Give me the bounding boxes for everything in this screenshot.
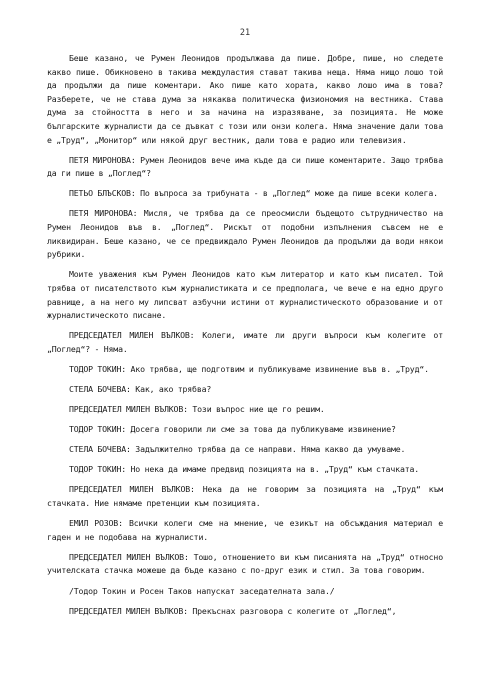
paragraph: ПРЕДСЕДАТЕЛ МИЛЕН ВЪЛКОВ: Колеги, имате ли други въпроси към колегите от „Поглед“? - Няма. — [47, 330, 443, 354]
paragraph: СТЕЛА БОЧЕВА: Задължително трябва да се направи. Няма какво да умуваме. — [69, 444, 406, 455]
paragraph: ТОДОР ТОКИН: Ако трябва, ще подготвим и публикуваме извинение във в. „Труд“. — [69, 363, 429, 374]
paragraph: /Тодор Токин и Росен Таков напускат заседателната зала./ — [69, 585, 335, 596]
paragraph: ПРЕДСЕДАТЕЛ МИЛЕН ВЪЛКОВ: Този въпрос ние ще го решим. — [69, 404, 325, 415]
paragraph: ПРЕДСЕДАТЕЛ МИЛЕН ВЪЛКОВ: Прекъснах разговора с колегите от „Поглед“, — [69, 605, 397, 616]
paragraph: ПЕТЯ МИРОНОВА: Румен Леонидов вече има къде да си пише коментарите. Защо трябва да ги пише в „Поглед“? — [47, 154, 443, 179]
paragraph: Моите уважения към Румен Леонидов като към литератор и като към писател. Той трябва от писателството към журналистиката и се предполага, че вече е на едно друго равнище, а на него му липсват азбучни истини от журналистическото образование и от журналистическото писане. — [47, 269, 443, 321]
paragraph: СТЕЛА БОЧЕВА: Как, ако трябва? — [69, 383, 212, 394]
paragraph: ПЕТЯ МИРОНОВА: Мисля, че трябва да се преосмисли бъдещото сътрудничество на Румен Леонидов във в. „Поглед“. Рискът от подобни изпълнения съвсем не е ликвидиран. Беше казано, че се предвиждало Румен Леонидов да продължи да води някои рубрики. — [47, 208, 443, 260]
paragraph: ПРЕДСЕДАТЕЛ МИЛЕН ВЪЛКОВ: Тошо, отношението ви към писанията на „Труд“ относно учителската стачка можеше да бъде казано с по-друг език и стил. За това говорим. — [47, 551, 443, 576]
paragraph: ПРЕДСЕДАТЕЛ МИЛЕН ВЪЛКОВ: Нека да не говорим за позицията на „Труд“ към стачката. Ние нямаме претенции към позицията. — [47, 484, 443, 509]
paragraph: ТОДОР ТОКИН: Но нека да имаме предвид позицията на в. „Труд“ към стачката. — [69, 464, 420, 475]
paragraph: ТОДОР ТОКИН: Досега говорили ли сме за това да публикуваме извинение? — [69, 424, 396, 435]
paragraph: ПЕТЬО БЛЪСКОВ: По въпроса за трибуната - в „Поглед“ може да пише всеки колега. — [69, 188, 438, 199]
transcript-body — [47, 52, 443, 625]
paragraph: ЕМИЛ РОЗОВ: Всички колеги сме на мнение, че езикът на обсъждания материал е гаден и не подобава на журналисти. — [47, 518, 443, 542]
page-number: 21 — [239, 28, 251, 38]
paragraph: Беше казано, че Румен Леонидов продължава да пише. Добре, пише, но следете какво пише. Обикновено в такива междуластия стават такива неща. Няма нищо лошо той да продължи да пише коментари. Ако пише като хората, какво лошо има в това? Разберете, че не става дума за някаква политическа физиономия на вестника. Става дума за стойността в него и за начина на изразяване, за позицията. Не може българските журналисти да се дъвкат с този или онзи колега. Няма значение дали това е „Труд“, „Монитор“ или някой друг вестник, дали това е радио или телевизия. — [47, 53, 443, 145]
